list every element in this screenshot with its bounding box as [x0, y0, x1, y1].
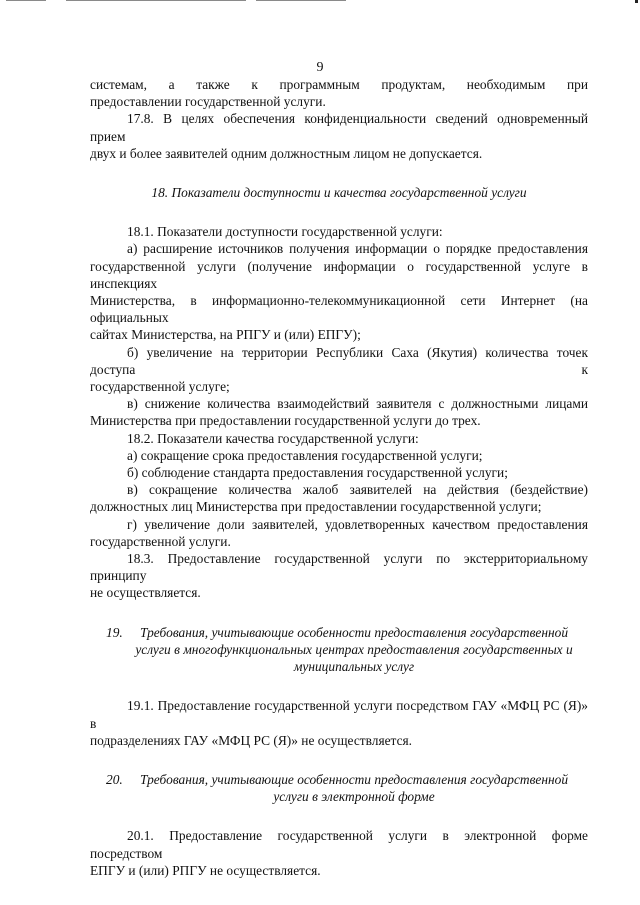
paragraph-18-2: 18.2. Показатели качества государственной услуги:: [127, 430, 419, 446]
scan-corner-mark: [635, 0, 638, 3]
paragraph-18-1-b: б) увеличение на территории Республики Саха (Якутия) количества точек доступа к государственной услуге;: [90, 344, 588, 395]
paragraph-18-1-a: а) расширение источников получения информации о порядке предоставления государственной услуги (получение информации о государственной услуге в инспекциях Министерства, в информационно-телекоммуникационной сети Интернет (на официальных сайтах Министерства, на РПГУ и (или) ЕПГУ);: [90, 241, 588, 343]
section-heading-18: 18. Показатели доступности и качества государственной услуги: [151, 185, 527, 201]
page-number: 9: [316, 60, 324, 75]
paragraph-18-3: 18.3. Предоставление государственной услуги по экстерриториальному принципу не осуществляется.: [90, 551, 588, 601]
document-body: [90, 76, 588, 879]
paragraph-19-1: 19.1. Предоставление государственной услуги посредством ГАУ «МФЦ РС (Я)» в подразделениях ГАУ «МФЦ РС (Я)» не осуществляется.: [90, 698, 588, 748]
section-heading-20: 20. Требования, учитывающие особенности предоставления государственной услуги в электронной форме: [106, 771, 569, 805]
paragraph-18-2-b: б) соблюдение стандарта предоставления государственной услуги;: [127, 465, 508, 481]
paragraph-17-8: 17.8. В целях обеспечения конфиденциальности сведений одновременный прием двух и более заявителей одним должностным лицом не допускается.: [90, 111, 588, 161]
paragraph-18-2-a: а) сокращение срока предоставления государственной услуги;: [127, 447, 483, 463]
paragraph-continuation: системам, а также к программным продуктам, необходимым при предоставлении государственной услуги.: [90, 77, 588, 110]
paragraph-18-1: 18.1. Показатели доступности государственной услуги:: [127, 224, 443, 240]
paragraph-18-1-c: в) снижение количества взаимодействий заявителя с должностными лицами Министерства при предоставлении государственной услуги до трех.: [90, 396, 588, 429]
section-heading-19: 19. Требования, учитывающие особенности предоставления государственной услуги в многофункциональных центрах предоставления государственных и муниципальных услуг: [106, 624, 573, 675]
paragraph-18-2-c: в) сокращение количества жалоб заявителей на действия (бездействие) должностных лиц Министерства при предоставлении государственной услуги;: [90, 482, 588, 515]
paragraph-20-1: 20.1. Предоставление государственной услуги в электронной форме посредством ЕПГУ и (или) РПГУ не осуществляется.: [90, 828, 588, 878]
scan-top-edge: [6, 0, 640, 2]
paragraph-18-2-d: г) увеличение доли заявителей, удовлетворенных качеством предоставления государственной услуги.: [90, 516, 588, 549]
